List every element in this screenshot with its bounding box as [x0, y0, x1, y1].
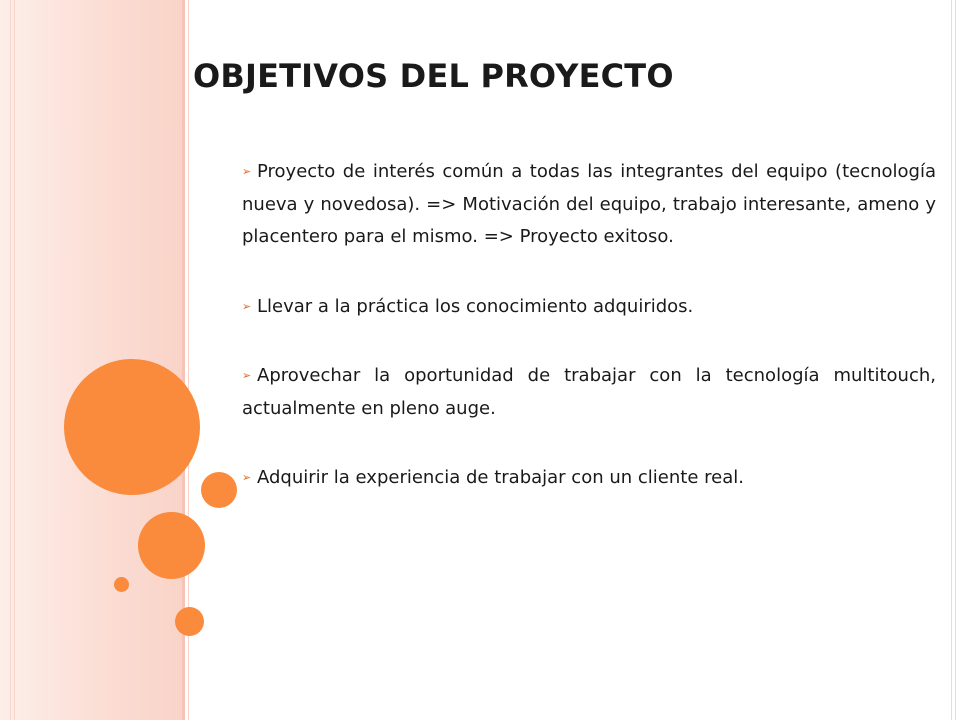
- bullet-text: Adquirir la experiencia de trabajar con un cliente real.: [257, 467, 744, 488]
- decorative-circle-medium: [138, 512, 205, 579]
- bullet-item: [242, 462, 936, 495]
- bullet-text: Aprovechar la oportunidad de trabajar con la tecnología multitouch, actualmente en pleno auge.: [242, 365, 936, 419]
- decorative-rule: [10, 0, 11, 720]
- left-decorative-band: [0, 0, 182, 720]
- decorative-rule: [955, 0, 956, 720]
- arrow-right-icon: ➢: [242, 165, 252, 178]
- bullet-text: Proyecto de interés común a todas las integrantes del equipo (tecnología nueva y novedosa). => Motivación del equipo, trabajo interesante, ameno y placentero para el mismo. => Proyecto exitoso.: [242, 161, 936, 247]
- bullet-text: Llevar a la práctica los conocimiento adquiridos.: [257, 295, 694, 317]
- decorative-circle-tiny: [114, 577, 129, 592]
- bullet-list: [242, 156, 936, 495]
- decorative-rule: [951, 0, 952, 720]
- arrow-right-icon: ➢: [242, 369, 252, 382]
- slide-title: OBJETIVOS DEL PROYECTO: [193, 57, 674, 95]
- decorative-circle-large: [64, 359, 200, 495]
- arrow-right-icon: ➢: [242, 299, 252, 313]
- decorative-circle-small: [175, 607, 204, 636]
- bullet-item: [242, 360, 936, 425]
- decorative-rule: [14, 0, 15, 720]
- arrow-right-icon: ➢: [242, 471, 252, 484]
- bullet-item: [242, 156, 936, 254]
- bullet-item: [242, 291, 936, 324]
- decorative-circle-small: [201, 472, 237, 508]
